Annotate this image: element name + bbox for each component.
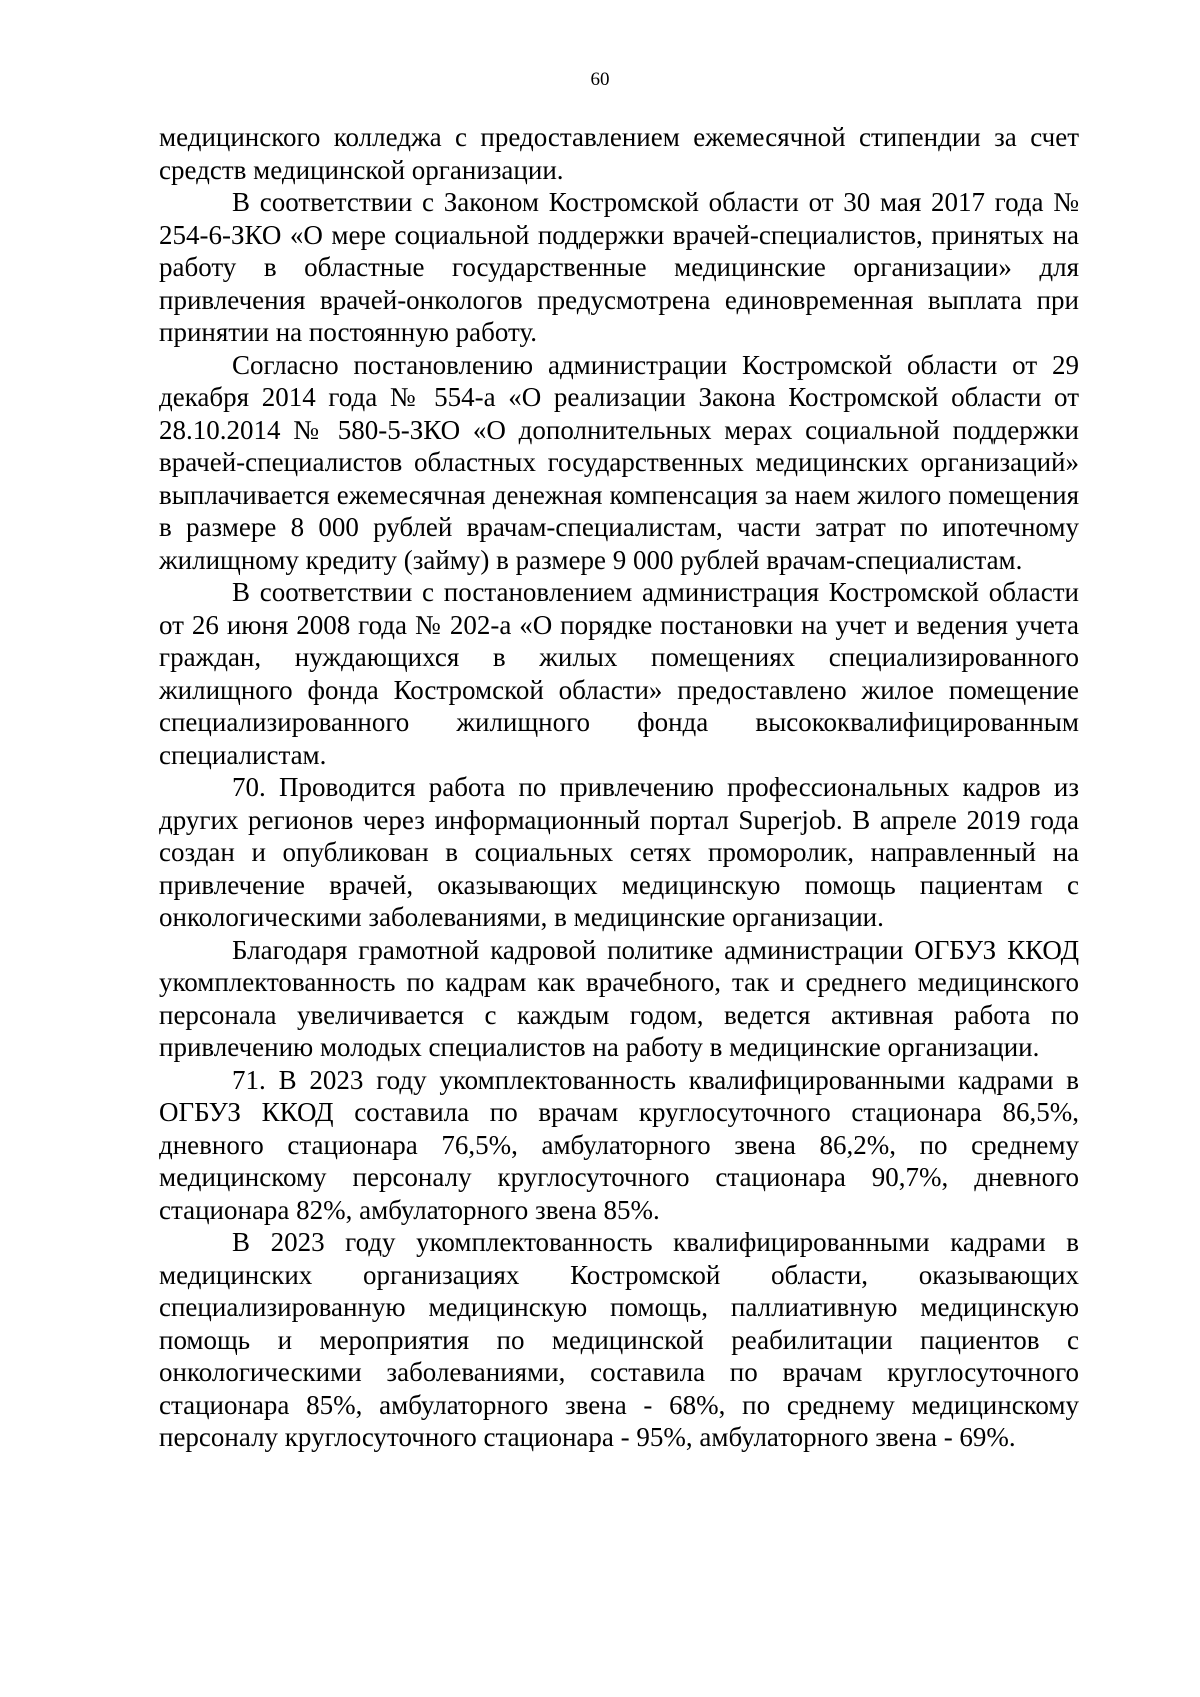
paragraph-continuation: медицинского колледжа с предоставлением ежемесячной стипендии за счет средств медицинской организации. [159,122,1079,185]
paragraph-hr-policy: Благодаря грамотной кадровой политике администрации ОГБУЗ ККОД укомплектованность по кадрам как врачебного, так и среднего медицинского персонала увеличивается с каждым годом, ведется активная работа по привлечению молодых специалистов на работу в медицинские организации. [159,934,1079,1062]
paragraph-decree-554: Согласно постановлению администрации Костромской области от 29 декабря 2014 года № 554-а «О реализации Закона Костромской области от 28.10.2014 № 580-5-ЗКО «О дополнительных мерах социальной поддержки врачей-специалистов областных государственных медицинских организаций» выплачивается ежемесячная денежная компенсация за наем жилого помещения в размере 8 000 рублей врачам-специалистам, части затрат по ипотечному жилищному кредиту (займу) в размере 9 000 рублей врачам-специалистам. [159,349,1079,575]
paragraph-item-70: 70. Проводится работа по привлечению профессиональных кадров из других регионов через информационный портал Superjob. В апреле 2019 года создан и опубликован в социальных сетях проморолик, направленный на привлечение врачей, оказывающих медицинскую помощь пациентам с онкологическими заболеваниями, в медицинские организации. [159,772,1079,932]
document-body [159,121,1079,1454]
paragraph-decree-202: В соответствии с постановлением администрация Костромской области от 26 июня 2008 года № 202-а «О порядке постановки на учет и ведения учета граждан, нуждающихся в жилых помещениях специализированного жилищного фонда Костромской области» предоставлено жилое помещение специализированного жилищного фонда высококвалифицированным специалистам. [159,577,1079,770]
paragraph-item-71: 71. В 2023 году укомплектованность квалифицированными кадрами в ОГБУЗ ККОД составила по врачам круглосуточного стационара 86,5%, дневного стационара 76,5%, амбулаторного звена 86,2%, по среднему медицинскому персоналу круглосуточного стационара 90,7%, дневного стационара 82%, амбулаторного звена 85%. [159,1064,1079,1225]
page-number: 60 [590,69,610,90]
paragraph-law-254: В соответствии с Законом Костромской области от 30 мая 2017 года № 254-6-ЗКО «О мере социальной поддержки врачей-специалистов, принятых на работу в областные государственные медицинские организации» для привлечения врачей-онкологов предусмотрена единовременная выплата при принятии на постоянную работу. [159,187,1079,347]
paragraph-regional-staffing: В 2023 году укомплектованность квалифицированными кадрами в медицинских организациях Костромской области, оказывающих специализированную медицинскую помощь, паллиативную медицинскую помощь и мероприятия по медицинской реабилитации пациентов с онкологическими заболеваниями, составила по врачам круглосуточного стационара 85%, амбулаторного звена - 68%, по среднему медицинскому персоналу круглосуточного стационара - 95%, амбулаторного звена - 69%. [159,1227,1079,1452]
